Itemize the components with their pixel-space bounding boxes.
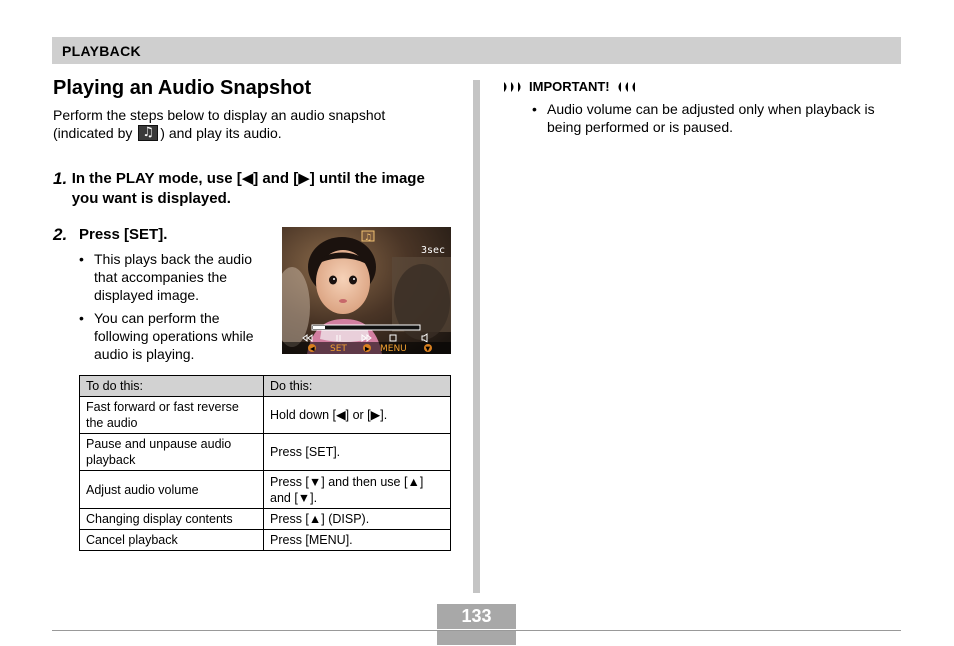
table-cell: Pause and unpause audio playback [80, 434, 264, 471]
progress-fill [313, 326, 325, 329]
step-2-bullets [79, 250, 264, 368]
progress-bar [312, 325, 420, 330]
list-item: • This plays back the audio that accompanies the displayed image. [79, 250, 264, 304]
important-left-icon [503, 81, 525, 93]
playback-time: 3sec [421, 245, 446, 256]
step-number: 1. [53, 169, 68, 188]
step-1 [53, 169, 443, 209]
table-cell: Press [▼] and then use [▲] and [▼]. [264, 471, 451, 509]
intro-text-before: Perform the steps below to display an audio snapshot (indicated by [53, 107, 386, 141]
svg-text:▼: ▼ [425, 345, 431, 353]
important-bullets [532, 100, 902, 136]
table-row [80, 471, 451, 509]
set-label: SET [330, 344, 347, 354]
table-row [80, 434, 451, 471]
page-number: 133 [437, 604, 516, 629]
playback-screen-photo [282, 227, 451, 354]
table-header-cell: Do this: [264, 376, 451, 397]
audio-snapshot-icon [138, 125, 158, 141]
list-item: • You can perform the following operations while audio is playing. [79, 309, 264, 363]
table-cell: Press [SET]. [264, 434, 451, 471]
step-text: Press [SET]. [79, 226, 168, 243]
table-cell: Changing display contents [80, 509, 264, 530]
important-right-icon [614, 81, 636, 93]
list-item: • Audio volume can be adjusted only when playback is being performed or is paused. [532, 100, 902, 136]
table-cell: Fast forward or fast reverse the audio [80, 397, 264, 434]
table-row [80, 530, 451, 551]
table-header-cell: To do this: [80, 376, 264, 397]
operations-table [79, 375, 451, 551]
audio-note-icon: ♫ [364, 233, 373, 243]
table-row [80, 509, 451, 530]
section-header [52, 37, 901, 64]
column-divider [473, 80, 480, 593]
step-text: In the PLAY mode, use [◀] and [▶] until the image you want is displayed. [71, 170, 425, 207]
table-row [80, 397, 451, 434]
intro-text-after: ) and play its audio. [160, 125, 282, 141]
table-cell: Cancel playback [80, 530, 264, 551]
important-label: IMPORTANT! [529, 79, 610, 94]
intro-paragraph [53, 106, 433, 142]
step-number: 2. [53, 225, 68, 244]
table-cell: Hold down [◀] or [▶]. [264, 397, 451, 434]
table-cell: Press [MENU]. [264, 530, 451, 551]
table-cell: Adjust audio volume [80, 471, 264, 509]
table-header-row [80, 376, 451, 397]
page-title: Playing an Audio Snapshot [53, 77, 312, 99]
page-number-tab [437, 631, 516, 645]
svg-text:◀: ◀ [310, 345, 315, 353]
table-cell: Press [▲] (DISP). [264, 509, 451, 530]
important-heading [503, 79, 636, 94]
section-title: PLAYBACK [62, 42, 141, 59]
menu-label: MENU [380, 344, 407, 354]
svg-text:▶: ▶ [365, 345, 370, 353]
